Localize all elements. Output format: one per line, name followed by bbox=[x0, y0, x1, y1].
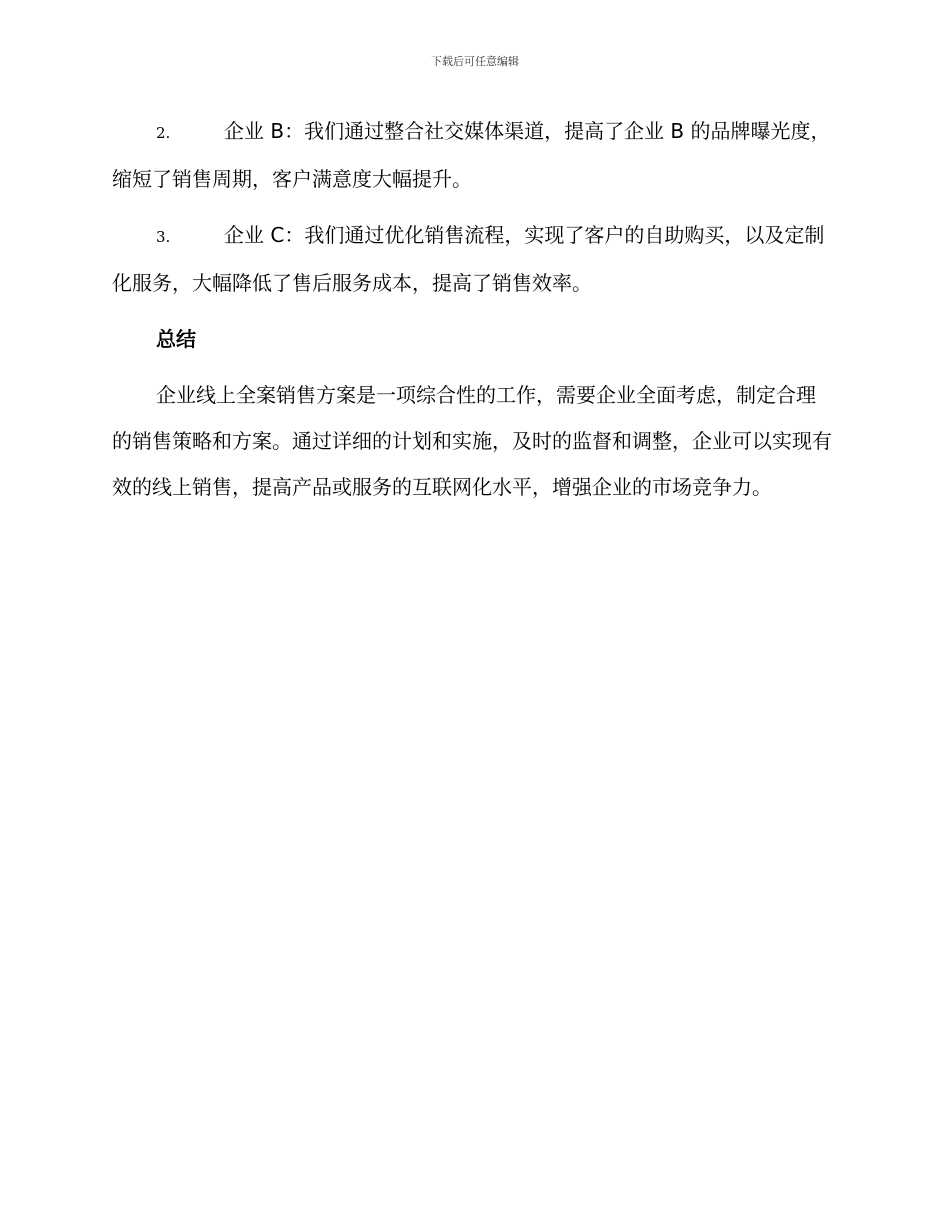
summary-paragraph: 企业线上全案销售方案是一项综合性的工作，需要企业全面考虑，制定合理的销售策略和方案。通过详细的计划和实施，及时的监督和调整，企业可以实现有效的线上销售，提高产品或服务的互联网化水平，增强企业的市场竞争力。 bbox=[112, 383, 832, 499]
list-item bbox=[112, 212, 834, 306]
list-item-number: 2. bbox=[156, 124, 171, 142]
page-header: 下载后可任意编辑 bbox=[431, 55, 519, 68]
section-title-summary: 总结 bbox=[156, 327, 196, 351]
list-item-number: 3. bbox=[156, 228, 171, 246]
list-item bbox=[112, 108, 834, 202]
document-body bbox=[112, 108, 834, 520]
list-item-text: 企业 C：我们通过优化销售流程，实现了客户的自助购买，以及定制化服务，大幅降低了售后服务成本，提高了销售效率。 bbox=[112, 223, 825, 295]
list-item-text: 企业 B：我们通过整合社交媒体渠道，提高了企业 B 的品牌曝光度，缩短了销售周期，客户满意度大幅提升。 bbox=[112, 119, 831, 191]
